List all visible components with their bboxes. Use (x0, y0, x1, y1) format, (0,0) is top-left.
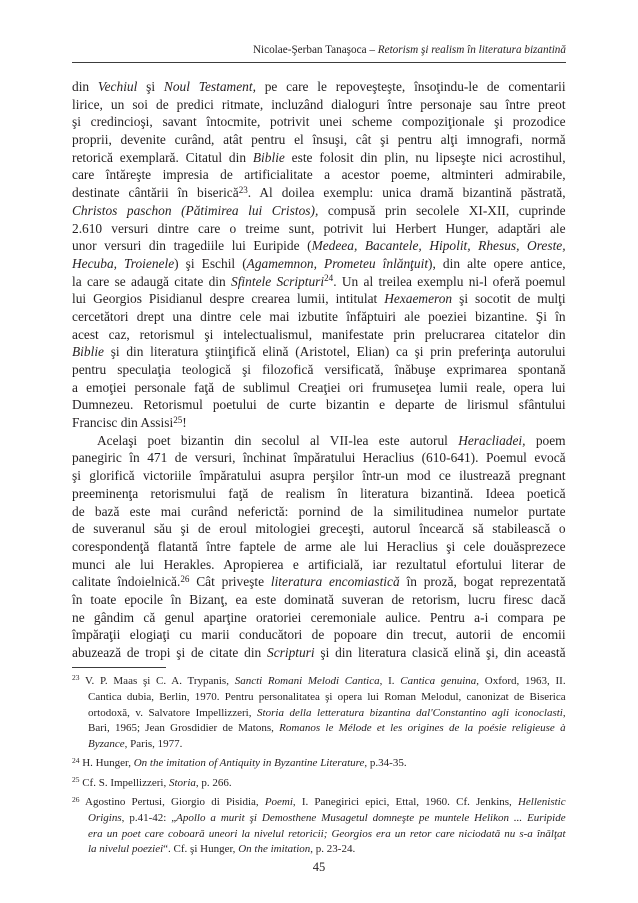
text-run: ne gândim că genul aparţine oratoriei ceremoniale aulice. Pentru a-i compara pe (72, 609, 566, 625)
text-run: şi din literatura ştiinţifică elină (Aristotel, Elian) ca şi prin preferinţa autorului (103, 344, 566, 360)
body-line (72, 308, 566, 326)
text-run: în proză, bogat reprezentată (399, 574, 566, 590)
text-run: Cf. S. Impellizzeri, (79, 776, 169, 789)
text-run: , p. 266. (195, 776, 232, 789)
text-run: de bază este mai curând neferictă: pornind de la similitudinea numelor purtate (72, 503, 566, 519)
footnote-reference: 25 (173, 414, 183, 425)
text-run: Cât priveşte (189, 574, 271, 590)
text-run: preeminenţa retorismului faţă de realism în literatura bizantină. Ideea poetică (72, 485, 566, 501)
italic-text-run: Storia della letteratura bizantina dal'Constantino agli iconoclasti (257, 706, 563, 719)
body-text (72, 78, 566, 662)
text-run: poem (525, 432, 566, 448)
running-header (72, 42, 566, 58)
italic-text-run: Sancti Romani Melodi Cantica (234, 675, 380, 687)
text-run: în toate epocile în Bizanţ, ea este dominată suveran de retorism, lucru firesc dacă (72, 591, 566, 607)
italic-text-run: Cantica genuina (400, 675, 477, 687)
italic-text-run: Byzance (88, 738, 125, 751)
text-run: proprii, devenite curând, atât pentru el însuşi, cât şi pentru alţi imnografi, normă (72, 132, 566, 148)
body-line (72, 255, 566, 273)
italic-text-run: On the imitation (238, 843, 311, 856)
text-run: şi din literatura clasică elină şi, din această (314, 645, 566, 660)
text-run: , p.41-42: „ (121, 811, 177, 824)
italic-text-run: Origins (88, 811, 122, 824)
text-run: de suveranul său şi de eroul mitologiei greceşti, autorul încearcă să stabilească o (72, 521, 566, 537)
italic-text-run: Sfintele Scripturi (231, 273, 325, 289)
body-line (72, 432, 566, 450)
text-run: abuzează de tropi şi de citate din (72, 645, 267, 660)
text-run: compusă prin secolele XI-XII, cuprinde (318, 202, 566, 218)
body-line (72, 290, 566, 308)
italic-text-run: Scripturi (267, 645, 315, 660)
body-line (72, 467, 566, 485)
body-line (72, 326, 566, 344)
text-run: . Al doilea exemplu: unica dramă bizantină păstrată, (247, 185, 566, 201)
text-run: lui Georgios Pisidianul despre crearea lumii, intitulat (72, 291, 385, 307)
body-line (72, 591, 566, 609)
text-run: acest caz, retorismul şi intelectualismul, manifestate prin prelucrarea citatelor din (72, 326, 566, 342)
text-run: , p.34-35. (364, 757, 407, 770)
text-run: Bari, 1965; Jean Grosdidier de Matons, (88, 722, 280, 735)
footnote-separator-rule (72, 667, 166, 668)
text-run: pe care le repoveşteşte, însoţindu-le de comentarii (255, 79, 566, 94)
text-run: retorică exemplară. Citatul din (72, 149, 253, 165)
footnote-line (88, 842, 566, 858)
header-running-title: Retorism şi realism în literatura bizantină (377, 44, 566, 56)
footnote-line (88, 721, 566, 737)
text-run: Agostino Pertusi, Giorgio di Pisidia, (79, 796, 265, 809)
italic-text-run: Medeea, Bacantele, Hipolit, Rhesus, Oreste, (311, 238, 566, 254)
body-line (72, 96, 566, 114)
body-line (72, 609, 566, 627)
text-run: corespondenţă flatantă între faptele de arme ale lui Heraclius şi cele douăsprezece (72, 538, 566, 554)
italic-text-run: Christos paschon (Pătimirea lui Cristos), (72, 202, 319, 218)
body-paragraph (72, 432, 566, 662)
footnote-number: 25 (72, 775, 80, 785)
body-line (72, 237, 566, 255)
body-line (72, 361, 566, 379)
body-line (72, 414, 566, 432)
text-run: panegiric în 471 de versuri, închinat împăratului Heraclius (610-641). Poemul evocă (72, 450, 566, 466)
text-run: Francisc din Assisi (72, 415, 174, 431)
footnote (72, 756, 566, 772)
footnote-line (72, 756, 566, 772)
text-run: ) şi Eschil ( (174, 255, 247, 271)
footnote-line (88, 706, 566, 722)
italic-text-run: era un poet care coboară uneori la nivelul retoricii; Georgios era un retor care niciodată nu s-a înălţat (88, 827, 566, 840)
text-run: împăraţii elogiaţi cu marii conducători de popoare din trecut, autorii de encomii (72, 627, 566, 643)
italic-text-run: Noul Testament, (163, 79, 256, 94)
footnote-line (88, 811, 566, 827)
body-line (72, 202, 566, 220)
footnote-number: 24 (72, 755, 80, 765)
italic-text-run: Romanos le Mélode et les origines de la poésie religieuse à (279, 722, 566, 735)
body-line (72, 131, 566, 149)
body-paragraph (72, 78, 566, 432)
italic-text-run: la nivelul poeziei (88, 843, 164, 856)
footnote-reference: 23 (238, 184, 248, 195)
italic-text-run: Poemi (264, 796, 293, 809)
text-run: a emoţiei personale faţă de sublimul Creaţiei ori frumuseţea lumii reale, opera lui (72, 379, 566, 395)
text-run: , (562, 706, 566, 719)
text-run: . Un al treilea exemplu ni-l oferă poemul (333, 273, 566, 289)
text-run: Dumnezeu. Retorismul poetului de curte bizantin e departe de lirismul sfântului (72, 397, 566, 413)
body-line (72, 379, 566, 397)
italic-text-run: On the imitation of Antiquity in Byzantine Literature (133, 757, 365, 770)
body-line (72, 644, 566, 662)
footnote (72, 776, 566, 792)
text-run: din (72, 79, 98, 94)
italic-text-run: literatura encomiastică (270, 574, 400, 590)
body-line (72, 273, 566, 291)
footnote-number: 26 (72, 794, 80, 804)
text-run: ortodoxă, v. Salvatore Impellizzeri, (88, 706, 258, 719)
italic-text-run: Biblie (72, 344, 104, 360)
text-run: Acelaşi poet bizantin din secolul al VII-lea este autorul (97, 432, 459, 448)
text-run: destinate cântării în biserică (72, 185, 239, 201)
text-run: , I. (379, 675, 401, 687)
text-run: H. Hunger, (79, 757, 134, 770)
footnote-number: 23 (72, 673, 80, 683)
footnote-reference: 26 (180, 573, 190, 584)
text-run: şi (137, 79, 164, 94)
text-run: şi socotit de mulţi (452, 291, 566, 307)
italic-text-run: Apollo a murit şi Demosthene Musagetul domneşte pe muntele Helikon ... Euripide (176, 811, 566, 824)
footnote-line (72, 674, 566, 690)
page-number: 45 (312, 860, 326, 874)
body-line (72, 166, 566, 184)
body-line (72, 396, 566, 414)
italic-text-run: Storia (168, 776, 196, 789)
text-run: este folosit din plin, nu lipseşte nici acrostihul, (284, 149, 566, 165)
footnote-reference: 24 (324, 273, 334, 284)
body-line (72, 556, 566, 574)
header-rule (72, 62, 566, 63)
text-run: ! (182, 415, 187, 431)
body-line (72, 343, 566, 361)
body-line (72, 503, 566, 521)
text-run: , I. Panegirici epici, Ettal, 1960. Cf. Jenkins, (292, 796, 518, 809)
footnote (72, 674, 566, 753)
text-run: pentru speculaţia teologică şi filozofică versificată, înăbuşe exprimarea spontană (72, 362, 566, 377)
footnote-line (72, 776, 566, 792)
text-run: la care se adaugă citate din (72, 273, 232, 289)
text-run: ), din alte opere antice, (428, 255, 566, 271)
italic-text-run: Agamemnon, Prometeu înlănţuit (246, 255, 429, 271)
italic-text-run: Hexaemeron (384, 291, 453, 307)
text-run: 2.610 versuri dintre care o treime sunt, potrivit lui Herbert Hunger, adaptări ale (72, 220, 566, 236)
text-run: cercetători drept una dintre cele mai izbutite înfăptuiri ale poeziei bizantine. Şi în (72, 308, 566, 324)
body-line (72, 485, 566, 503)
header-separator: – (369, 44, 375, 56)
text-run: şi glorifică victoriile împăratului asupra perşilor într-un mod ce ilustrează pregnant (72, 468, 566, 484)
footnote (72, 795, 566, 858)
header-author: Nicolae-Şerban Tanaşoca (252, 44, 367, 56)
body-line (72, 573, 566, 591)
body-line (72, 626, 566, 644)
footnote-line (88, 690, 566, 706)
body-line (72, 538, 566, 556)
text-run: “. Cf. şi Hunger, (163, 843, 239, 856)
body-line (72, 78, 566, 96)
body-line (72, 184, 566, 202)
italic-text-run: Biblie (252, 149, 285, 165)
italic-text-run: Vechiul (97, 79, 138, 94)
text-run: V. P. Maas şi C. A. Trypanis, (79, 675, 235, 687)
italic-text-run: Hellenistic (517, 796, 566, 809)
text-run: care întăreşte impresia de artificialitate a acestor poeme, altminteri admirabile, (72, 167, 566, 183)
footnote-line (88, 737, 566, 753)
text-run: , p. 23-24. (310, 843, 356, 856)
text-run: munci ale lui Herakles. Apropierea e artificială, iar rezultatul efortului literar de (72, 556, 566, 572)
text-run: lirice, un soi de predici ritmate, incluzând dialoguri între personaje sau între preot (72, 96, 566, 112)
text-run: şi credincioşi, savant întocmite, potrivit unei scheme compoziţionale şi prozodice (72, 114, 566, 130)
footnote-line (72, 795, 566, 811)
text-run: calitate îndoielnică. (72, 574, 181, 590)
text-run: Cantica dubia, Berlin, 1970. Pentru personalitatea şi opera lui Roman Melodul, canonizat de Biserica (88, 690, 566, 703)
footnotes (72, 674, 566, 862)
body-line (72, 449, 566, 467)
text-run: , Paris, 1977. (124, 738, 183, 751)
body-line (72, 113, 566, 131)
body-line (72, 520, 566, 538)
body-line (72, 149, 566, 167)
text-run: unor versuri din tragediile lui Euripide ( (72, 238, 312, 254)
text-run: , Oxford, 1963, II. (476, 675, 566, 687)
body-line (72, 220, 566, 238)
italic-text-run: Hecuba, Troienele (72, 255, 175, 271)
italic-text-run: Heracliadei, (458, 432, 526, 448)
footnote-line (88, 827, 566, 843)
